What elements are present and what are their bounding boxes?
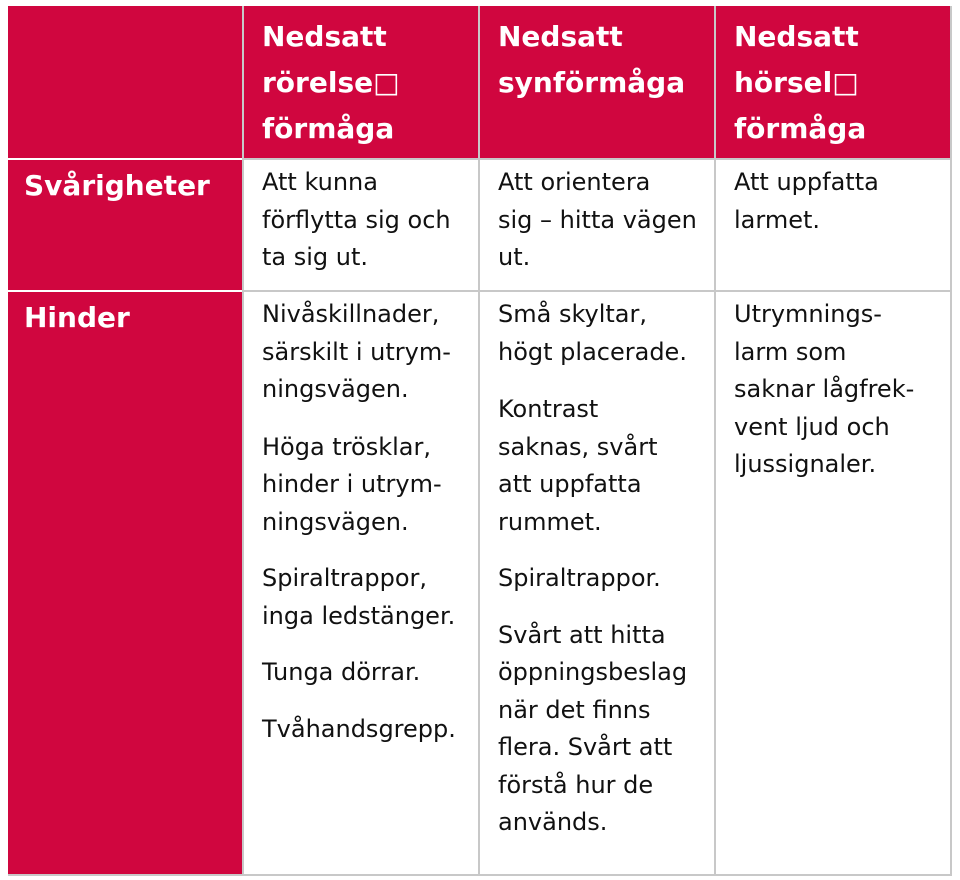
header-line: förmåga (262, 112, 395, 145)
header-reduced-vision (480, 6, 714, 158)
text-line: hinder i utrym- (262, 470, 442, 498)
text-line: Att orientera (498, 168, 651, 196)
paragraph (498, 391, 714, 541)
text-line: ta sig ut. (262, 243, 369, 271)
header-line: hörsel□ (734, 66, 859, 99)
text-line: Små skyltar, (498, 300, 647, 328)
grid-line-horizontal (244, 158, 952, 160)
cell-obstacles-hearing (716, 292, 952, 876)
header-line: synförmåga (498, 66, 686, 99)
text-line: Tunga dörrar. (262, 658, 421, 686)
text-line: saknas, svårt (498, 432, 658, 461)
text-line: förstå hur de (498, 770, 654, 799)
paragraph (262, 654, 478, 692)
grid-line-vertical (242, 6, 244, 876)
paragraph (498, 296, 714, 371)
header-line: Nedsatt (734, 20, 859, 53)
text-line: Att uppfatta (734, 168, 879, 196)
text-line: högt placerade. (498, 337, 687, 366)
text-line: Att kunna (262, 168, 378, 196)
text-line: Tvåhandsgrepp. (262, 714, 456, 743)
text-line: Höga trösklar, (262, 432, 432, 461)
text-line: ningsvägen. (262, 375, 409, 403)
header-reduced-hearing (716, 6, 952, 158)
text-line: flera. Svårt att (498, 733, 673, 761)
text-line: särskilt i utrym- (262, 337, 451, 366)
row-label-text: Hinder (24, 301, 130, 334)
text-line: Nivåskillnader, (262, 300, 440, 328)
text-line: Utrymnings- (734, 300, 882, 328)
text-line: används. (498, 808, 608, 836)
cell-difficulties-hearing (716, 160, 952, 290)
cell-difficulties-vision (480, 160, 714, 290)
paragraph (262, 296, 478, 409)
header-line: rörelse□ (262, 66, 400, 99)
text-line: Spiraltrappor. (498, 564, 661, 592)
text-line: ljussignaler. (734, 450, 877, 478)
text-line: att uppfatta (498, 470, 642, 498)
grid-line-horizontal (8, 874, 952, 876)
header-corner-cell (8, 6, 242, 158)
header-line: Nedsatt (498, 20, 623, 53)
cell-obstacles-mobility (244, 292, 478, 876)
text-line: ut. (498, 243, 531, 271)
text-line: larm som (734, 337, 847, 366)
text-line: sig – hitta vägen (498, 205, 697, 234)
grid-line-vertical (714, 6, 716, 876)
comparison-table (8, 6, 952, 876)
grid-line-vertical (478, 6, 480, 876)
text-line: Spiraltrappor, (262, 564, 428, 592)
paragraph (262, 429, 478, 542)
text-line: förflytta sig och (262, 205, 451, 234)
text-line: inga ledstänger. (262, 601, 456, 630)
header-reduced-mobility (244, 6, 478, 158)
grid-line-vertical (950, 6, 952, 876)
grid-line-horizontal (244, 290, 952, 292)
header-line: förmåga (734, 112, 867, 145)
row-label-difficulties (8, 160, 242, 290)
header-line: Nedsatt (262, 20, 387, 53)
text-line: ningsvägen. (262, 507, 409, 536)
text-line: vent ljud och (734, 412, 890, 441)
text-line: rummet. (498, 507, 602, 536)
row-label-obstacles (8, 292, 242, 876)
paragraph (734, 296, 952, 484)
paragraph (498, 560, 714, 598)
text-line: Kontrast (498, 395, 599, 423)
text-line: Svårt att hitta (498, 620, 666, 649)
cell-obstacles-vision (480, 292, 714, 876)
paragraph (262, 560, 478, 635)
text-line: när det finns (498, 695, 651, 724)
row-label-text: Svårigheter (24, 169, 210, 202)
paragraph (262, 711, 478, 749)
text-line: larmet. (734, 205, 821, 234)
text-line: öppningsbeslag (498, 658, 688, 686)
paragraph (498, 617, 714, 842)
text-line: saknar lågfrek- (734, 375, 915, 403)
cell-difficulties-mobility (244, 160, 478, 290)
